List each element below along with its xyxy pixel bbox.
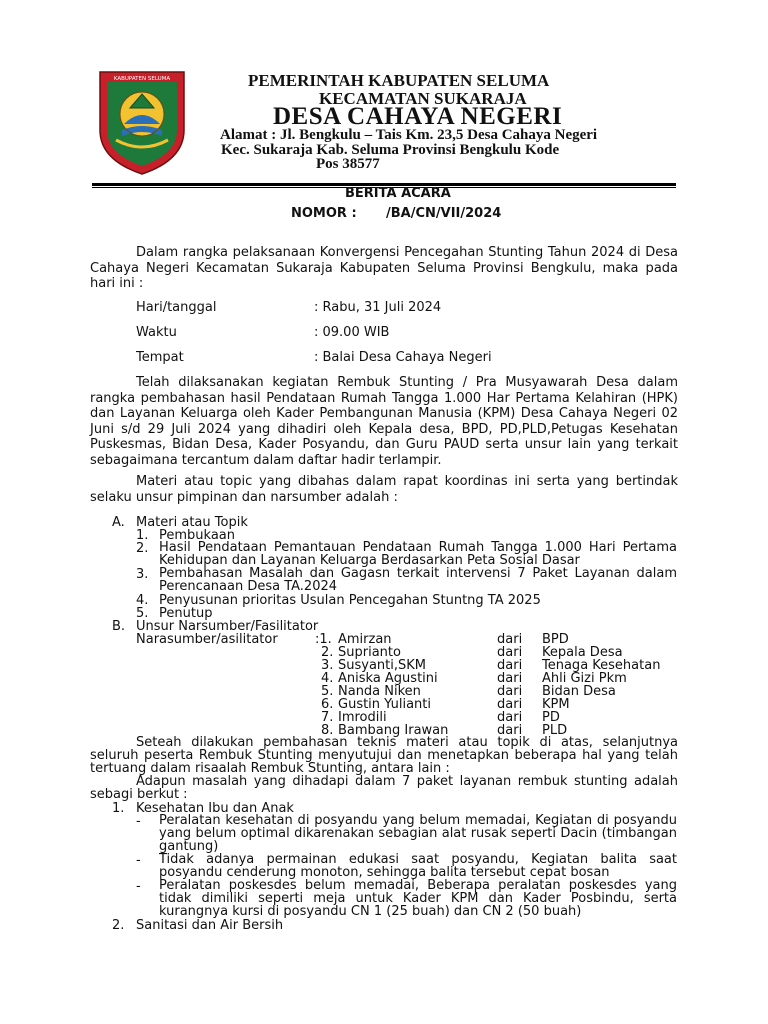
bullet-dash: - — [136, 879, 141, 894]
detail-label: Waktu — [136, 325, 177, 340]
detail-label: Hari/tanggal — [136, 300, 217, 315]
speaker-dari: dari — [497, 671, 523, 686]
speaker-role: Ahli Gizi Pkm — [542, 671, 627, 686]
header-address-3: Pos 38577 — [316, 156, 380, 172]
speaker-dari: dari — [497, 697, 523, 712]
problem-number: 1. — [112, 801, 125, 816]
speaker-number: 7. — [321, 710, 334, 725]
header-address-2: Kec. Sukaraja Kab. Seluma Provinsi Bengkulu Kode — [221, 142, 560, 158]
document-title: BERITA ACARA — [345, 186, 451, 201]
speaker-name: Aniska Agustini — [338, 671, 438, 686]
intro-paragraph: Dalam rangka pelaksanaan Konvergensi Pencegahan Stunting Tahun 2024 di Desa Cahaya Negeri Kecamatan Sukaraja Kabupaten Seluma Provinsi Bengkulu, maka pada hari ini : — [90, 245, 678, 291]
speaker-dari: dari — [497, 723, 523, 738]
speaker-number: :1. — [315, 632, 332, 647]
section-a-marker: A. — [112, 515, 125, 530]
detail-label: Tempat — [136, 350, 184, 365]
speaker-name: Amirzan — [338, 632, 392, 647]
section-b-marker: B. — [112, 619, 126, 634]
topic-item: Pembahasan Masalah dan Gagasn terkait intervensi 7 Paket Layanan dalam Perencanaan Desa TA.2024 — [159, 566, 677, 594]
topic-item: Penutup — [159, 606, 213, 621]
speaker-number: 4. — [321, 671, 334, 686]
topic-number: 1. — [136, 528, 149, 543]
speaker-dari: dari — [497, 684, 523, 699]
speaker-role: KPM — [542, 697, 570, 712]
speaker-name: Gustin Yulianti — [338, 697, 431, 712]
bullet-dash: - — [136, 853, 141, 868]
speaker-name: Bambang Irawan — [338, 723, 449, 738]
problem-title: Sanitasi dan Air Bersih — [136, 918, 284, 933]
bullet-dash: - — [136, 814, 141, 829]
speaker-name: Imrodili — [338, 710, 387, 725]
header-district: KECAMATAN SUKARAJA — [319, 89, 527, 108]
speaker-name: Nanda Niken — [338, 684, 421, 699]
problem-bullet: Peralatan kesehatan di posyandu yang belum memadai, Kegiatan di posyandu yang belum optimal dikarenakan sebagian alat rusak seperti Dacin (timbangan gantung) — [159, 813, 677, 854]
topic-number: 4. — [136, 593, 149, 608]
speaker-role: Tenaga Kesehatan — [542, 658, 661, 673]
topic-number: 2. — [136, 541, 149, 556]
speaker-number: 6. — [321, 697, 334, 712]
speaker-number: 3. — [321, 658, 334, 673]
speaker-role: BPD — [542, 632, 569, 647]
speaker-number: 8. — [321, 723, 334, 738]
kabupaten-seluma-emblem — [96, 68, 188, 176]
speaker-name: Suprianto — [338, 645, 401, 660]
problem-bullet: Peralatan poskesdes belum memadai, Beberapa peralatan poskesdes yang tidak dimiliki seperti meja untuk Kader KPM dan Kader Posbindu, serta kurangnya kursi di posyandu CN 1 (25 buah) dan CN 2 (50 buah) — [159, 878, 677, 919]
section-b-title: Unsur Narsumber/Fasilitator — [136, 619, 319, 634]
speaker-name: Susyanti,SKM — [338, 658, 426, 673]
speaker-dari: dari — [497, 632, 523, 647]
agreement-paragraph: Seteah dilakukan pembahasan teknis materi atau topik di atas, selanjutnya seluruh peserta Rembuk Stunting menyutujui dan menetapkan beberapa hal yang telah tertuang dalam risaalah Rembuk Stunting, antara lain : — [90, 735, 678, 776]
topic-item: Pembukaan — [159, 528, 236, 543]
speaker-number: 5. — [321, 684, 334, 699]
activity-paragraph: Telah dilaksanakan kegiatan Rembuk Stunting / Pra Musyawarah Desa dalam rangka pembahasan hasil Pendataan Rumah Tangga 1.000 Har Pertama Kelahiran (HPK) dan Layanan Keluarga oleh Kader Pembangunan Manusia (KPM) Desa Cahaya Negeri 02 Juni s/d 29 Juli 2024 yang dihadiri oleh Kepala desa, BPD, PD,PLD,Petugas Kesehatan Puskesmas, Bidan Desa, Kader Posyandu, dan Guru PAUD serta unsur lain yang terkait sebagaimana tercantum dalam daftar hadir terlampir. — [90, 375, 678, 468]
nomor-label: NOMOR : — [291, 206, 357, 221]
header-address-1: Alamat : Jl. Bengkulu – Tais Km. 23,5 Desa Cahaya Negeri — [220, 127, 598, 143]
speaker-dari: dari — [497, 710, 523, 725]
problem-bullet: Tidak adanya permainan edukasi saat posyandu, Kegiatan balita saat posyandu cenderung monoton, sehingga balita tersebut cepat bosan — [159, 852, 677, 880]
logo-text: KABUPATEN SELUMA — [113, 76, 171, 82]
speaker-number: 2. — [321, 645, 334, 660]
header-village: DESA CAHAYA NEGERI — [273, 103, 563, 130]
speaker-dari: dari — [497, 658, 523, 673]
speaker-dari: dari — [497, 645, 523, 660]
speaker-role: Bidan Desa — [542, 684, 616, 699]
topic-number: 5. — [136, 606, 149, 621]
topic-number: 3. — [136, 567, 149, 582]
topic-item: Penyusunan prioritas Usulan Pencegahan Stuntng TA 2025 — [159, 593, 541, 608]
detail-value: : Rabu, 31 Juli 2024 — [314, 300, 442, 315]
speaker-role: PD — [542, 710, 560, 725]
problem-title: Kesehatan Ibu dan Anak — [136, 801, 294, 816]
detail-value: : Balai Desa Cahaya Negeri — [314, 350, 492, 365]
section-a-title: Materi atau Topik — [136, 515, 248, 530]
topic-paragraph: Materi atau topic yang dibahas dalam rapat koordinas ini serta yang bertindak selaku unsur pimpinan dan narsumber adalah : — [90, 474, 678, 505]
header-government: PEMERINTAH KABUPATEN SELUMA — [248, 71, 550, 90]
topic-item: Hasil Pendataan Pemantauan Pendataan Rumah Tangga 1.000 Hari Pertama Kehidupan dan Layanan Keluarga Berdasarkan Peta Sosial Dasar — [159, 540, 677, 568]
speaker-role: Kepala Desa — [542, 645, 623, 660]
problems-intro-paragraph: Adapun masalah yang dihadapi dalam 7 paket layanan rembuk stunting adalah sebagi berkut : — [90, 774, 678, 802]
detail-value: : 09.00 WIB — [314, 325, 390, 340]
section-b-sublabel: Narasumber/asilitator — [136, 632, 278, 647]
nomor-value: /BA/CN/VII/2024 — [386, 206, 502, 221]
speaker-role: PLD — [542, 723, 568, 738]
problem-number: 2. — [112, 918, 125, 933]
